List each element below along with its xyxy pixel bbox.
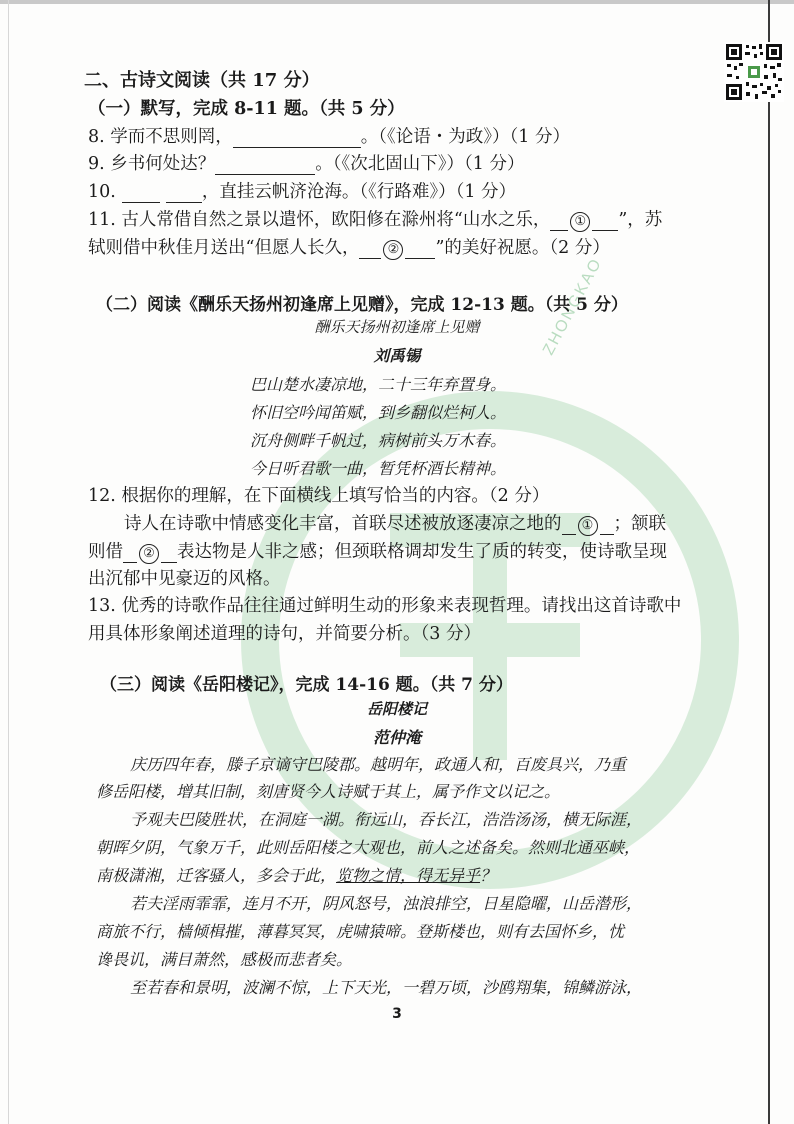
text-title: 岳阳楼记 [366,700,427,718]
q11-blank-2a[interactable] [359,238,381,259]
part3-heading: （三）阅读《岳阳楼记》，完成 14-16 题。（共 7 分） [100,675,513,695]
q10-suffix: ，直挂云帆济沧海。（《行路难》）（1 分） [201,182,517,202]
q12-fill-line-3: 出沉郁中见豪迈的风格。 [88,569,281,589]
q11-marker-2: ② [383,240,403,260]
q8-prefix: 8. 学而不思则罔， [88,127,233,147]
left-margin-line [8,0,9,1124]
section-title: 二、古诗文阅读（共 17 分） [84,70,320,91]
q12-blank-1b[interactable] [600,514,614,535]
poem-line-3: 沉舟侧畔千帆过，病树前头万木春。 [250,431,507,450]
q12-blank-2b[interactable] [161,542,177,563]
q12-text-2: ；颔联 [613,514,666,534]
para3-line-3: 谗畏讥，满目萧然，感极而悲者矣。 [96,950,353,969]
q11-text-3: 轼则借中秋佳月送出“但愿人长久， [88,238,360,258]
scan-edge [0,0,794,4]
watermark-text: ZHONGKAO [540,255,606,358]
para1-line-1: 庆历四年春，滕子京谪守巴陵郡。越明年，政通人和，百废具兴，乃重 [130,755,627,774]
q10-answer-blank-2[interactable] [166,182,202,203]
part2-heading: （二）阅读《酬乐天扬州初逢席上见赠》，完成 12-13 题。（共 5 分） [96,295,628,315]
para3-line-2: 商旅不行，樯倾楫摧，薄暮冥冥，虎啸猿啼。登斯楼也，则有去国怀乡，忧 [96,922,625,941]
para2-line-3 [96,863,496,886]
page-number: 3 [392,1006,402,1022]
q12-fill-line-2 [88,538,667,564]
q11-blank-2b[interactable] [405,238,435,259]
para2-line-3-text: 南极潇湘，迁客骚人，多会于此， [96,866,337,885]
q12-text-1: 诗人在诗歌中情感变化丰富，首联尽述被放逐凄凉之地的 [124,514,562,534]
q11-text-4: ”的美好祝愿。（2 分） [435,238,610,258]
question-12: 12. 根据你的理解，在下面横线上填写恰当的内容。（2 分） [88,486,550,506]
poem-line-1: 巴山楚水凄凉地，二十三年弃置身。 [250,375,507,394]
para2-line-1: 予观夫巴陵胜状，在洞庭一湖。衔远山，吞长江，浩浩汤汤，横无际涯， [130,810,643,829]
q12-marker-1: ① [578,516,598,536]
question-9 [88,150,524,175]
q11-text-1: 11. 古人常借自然之景以遣怀，欧阳修在滁州将“山水之乐， [88,210,551,230]
text-author: 范仲淹 [372,728,421,747]
q12-blank-1a[interactable] [562,514,576,535]
q11-blank-1a[interactable] [550,210,568,231]
q12-text-3: 则借 [88,542,123,562]
question-11-line-1 [88,206,662,232]
poem-line-2: 怀旧空吟闻笛赋，到乡翻似烂柯人。 [250,403,507,422]
q9-prefix: 9. 乡书何处达？ [88,154,216,174]
q11-blank-1b[interactable] [592,210,618,231]
q9-suffix: 。（《次北固山下》）（1 分） [315,154,525,174]
q12-marker-2: ② [139,544,159,564]
question-13-line-2: 用具体形象阐述道理的诗句，并简要分析。（3 分） [88,624,481,644]
poem-line-4: 今日听君歌一曲，暂凭杯酒长精神。 [250,459,507,478]
q11-marker-1: ① [570,212,590,232]
q9-answer-blank[interactable] [215,154,315,175]
question-8 [88,123,570,148]
q12-blank-2a[interactable] [123,542,137,563]
para3-line-1: 若夫淫雨霏霏，连月不开，阴风怒号，浊浪排空，日星隐曜，山岳潜形， [130,894,643,913]
q10-answer-blank-1[interactable] [122,182,160,203]
q11-text-2: ”，苏 [618,210,663,230]
para1-line-2: 修岳阳楼，增其旧制，刻唐贤今人诗赋于其上，属予作文以记之。 [96,782,561,801]
question-11-line-2 [88,234,610,260]
para4-line-1: 至若春和景明，波澜不惊，上下天光，一碧万顷，沙鸥翔集，锦鳞游泳， [130,978,643,997]
poem-title: 酬乐天扬州初逢席上见赠 [314,318,480,336]
q8-answer-blank[interactable] [233,127,361,148]
question-13-line-1: 13. 优秀的诗歌作品往往通过鲜明生动的形象来表现哲理。请找出这首诗歌中 [88,596,682,616]
underlined-sentence: 览物之情，得无异乎 [336,866,481,885]
para2-line-3-end: ？ [480,866,497,885]
poem-author: 刘禹锡 [373,346,421,365]
binding-rule [768,0,770,1124]
part1-heading: （一）默写，完成 8-11 题。（共 5 分） [88,99,405,119]
question-10 [88,178,516,203]
qr-code-icon [724,42,784,102]
q12-text-4: 表达物是人非之感；但颈联格调却发生了质的转变，使诗歌呈现 [177,542,667,562]
q8-suffix: 。（《论语・为政》）（1 分） [360,127,570,147]
para2-line-2: 朝晖夕阴，气象万千，此则岳阳楼之大观也，前人之述备矣。然则北通巫峡， [96,838,641,857]
q12-fill-line-1 [124,510,666,536]
q10-prefix: 10. [88,182,116,202]
